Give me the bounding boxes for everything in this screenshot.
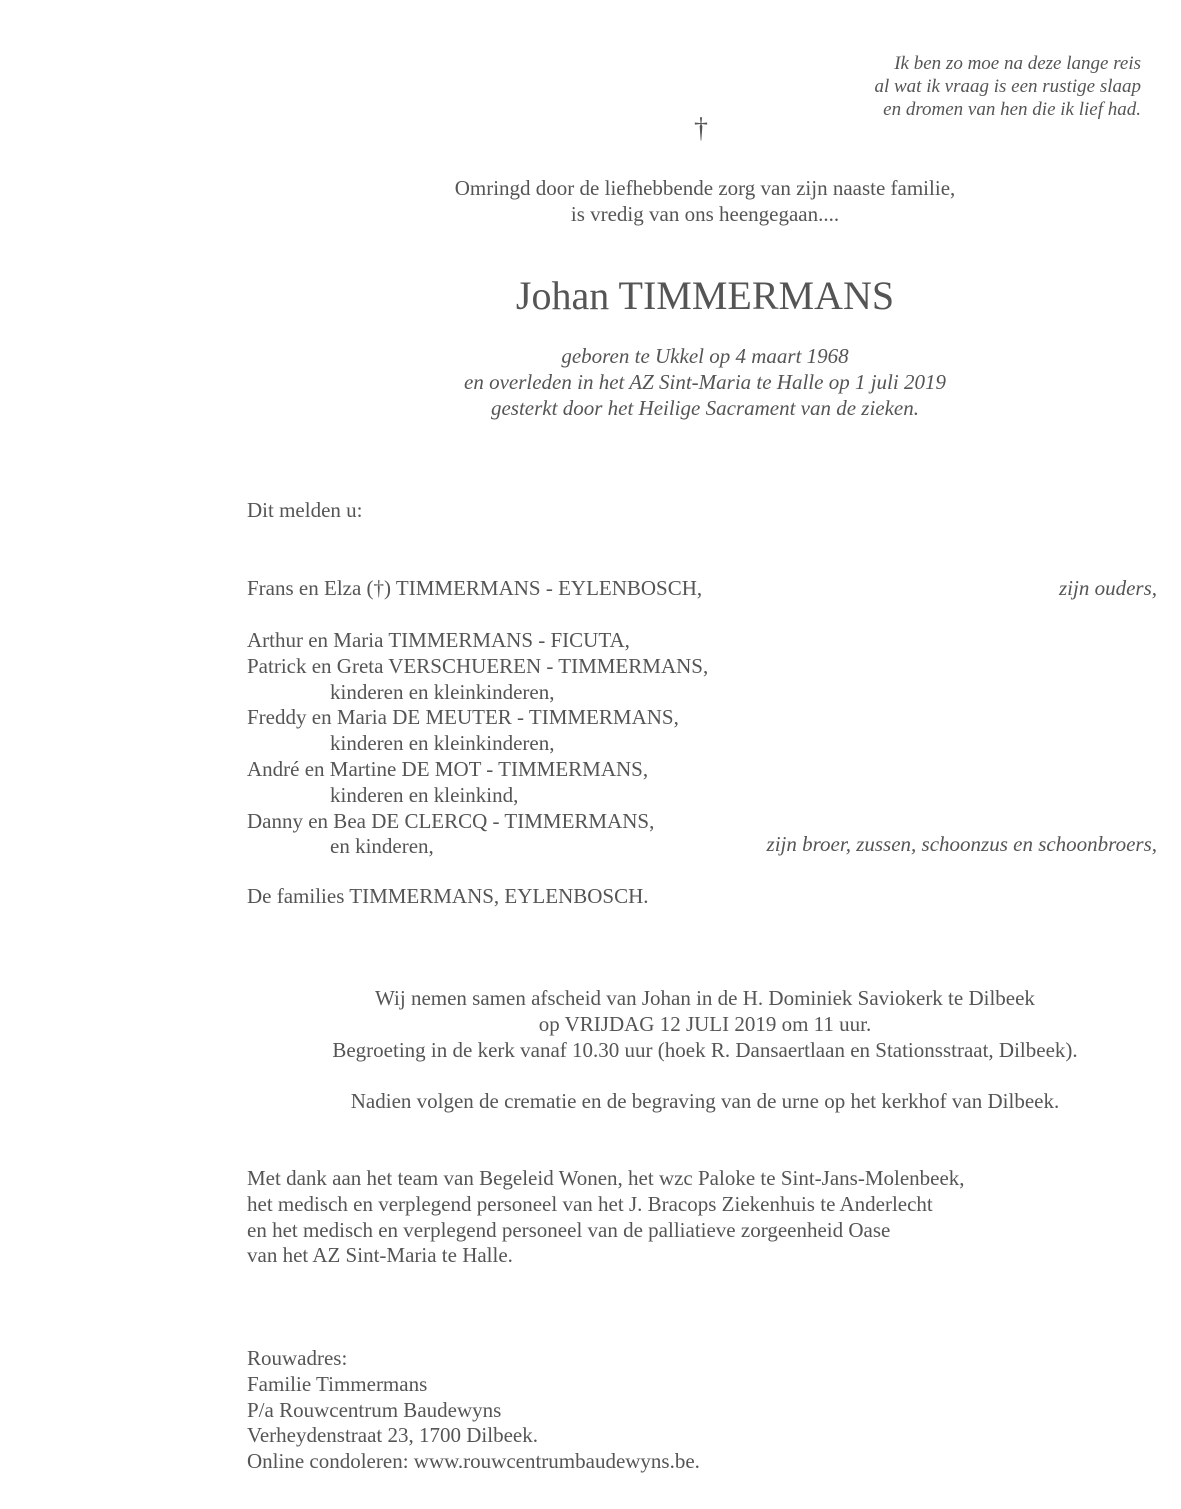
sibling-line: kinderen en kleinkind,: [330, 782, 519, 807]
address-line: Verheydenstraat 23, 1700 Dilbeek.: [247, 1423, 538, 1448]
service-info: [0, 985, 1181, 1063]
born-line: en overleden in het AZ Sint-Maria te Halle op 1 juli 2019: [464, 370, 946, 394]
thanks-line: het medisch en verplegend personeel van het J. Bracops Ziekenhuis te Anderlecht: [247, 1191, 933, 1216]
sibling-line: Danny en Bea DE CLERCQ - TIMMERMANS,: [247, 808, 655, 833]
address-line: Online condoleren: www.rouwcentrumbaudewyns.be.: [247, 1449, 700, 1474]
parents-line: Frans en Elza (†) TIMMERMANS - EYLENBOSCH,: [247, 576, 703, 600]
birth-death-info: [0, 343, 1181, 421]
poem-line: en dromen van hen die ik lief had.: [883, 99, 1141, 120]
service-line: Wij nemen samen afscheid van Johan in de H. Dominiek Saviokerk te Dilbeek: [375, 986, 1035, 1010]
after-service-text: Nadien volgen de crematie en de begraving van de urne op het kerkhof van Dilbeek.: [350, 1089, 1060, 1113]
service-line: Begroeting in de kerk vanaf 10.30 uur (hoek R. Dansaertlaan en Stationsstraat, Dilbeek).: [332, 1038, 1078, 1062]
thanks-line: Met dank aan het team van Begeleid Wonen, het wzc Paloke te Sint-Jans-Molenbeek,: [247, 1166, 965, 1190]
families-line: De families TIMMERMANS, EYLENBOSCH.: [247, 884, 649, 908]
cross-icon: †: [694, 113, 708, 144]
thanks-line: van het AZ Sint-Maria te Halle.: [247, 1243, 513, 1268]
sibling-line: Patrick en Greta VERSCHUEREN - TIMMERMANS,: [247, 653, 709, 678]
service-line: op VRIJDAG 12 JULI 2019 om 11 uur.: [538, 1012, 872, 1036]
thanks-line: en het medisch en verplegend personeel van de palliatieve zorgeenheid Oase: [247, 1217, 891, 1242]
announce-text: Dit melden u:: [247, 498, 363, 522]
poem-line: Ik ben zo moe na deze lange reis: [894, 53, 1141, 74]
parents-relation: zijn ouders,: [1058, 576, 1157, 600]
born-line: gesterkt door het Heilige Sacrament van de zieken.: [490, 396, 920, 420]
sibling-line: kinderen en kleinkinderen,: [330, 731, 555, 756]
thanks-text: [247, 1166, 965, 1269]
address-block: [247, 1346, 700, 1475]
siblings-relation: zijn broer, zussen, schoonzus en schoonbroers,: [766, 832, 1157, 856]
sibling-line: André en Martine DE MOT - TIMMERMANS,: [247, 756, 649, 781]
intro-line: is vredig van ons heengegaan....: [570, 202, 840, 226]
poem: [874, 52, 1141, 121]
sibling-line: Freddy en Maria DE MEUTER - TIMMERMANS,: [247, 705, 679, 730]
intro-text: [0, 175, 1181, 227]
born-line: geboren te Ukkel op 4 maart 1968: [561, 344, 849, 368]
address-line: Rouwadres:: [247, 1346, 348, 1370]
poem-line: al wat ik vraag is een rustige slaap: [874, 76, 1141, 97]
sibling-line: kinderen en kleinkinderen,: [330, 679, 555, 704]
sibling-line: en kinderen,: [330, 834, 434, 859]
address-line: Familie Timmermans: [247, 1371, 428, 1396]
sibling-line: Arthur en Maria TIMMERMANS - FICUTA,: [247, 628, 630, 652]
address-line: P/a Rouwcentrum Baudewyns: [247, 1397, 502, 1422]
siblings-list: [247, 628, 708, 860]
intro-line: Omringd door de liefhebbende zorg van zijn naaste familie,: [454, 176, 956, 200]
deceased-name: Johan TIMMERMANS: [515, 273, 895, 318]
